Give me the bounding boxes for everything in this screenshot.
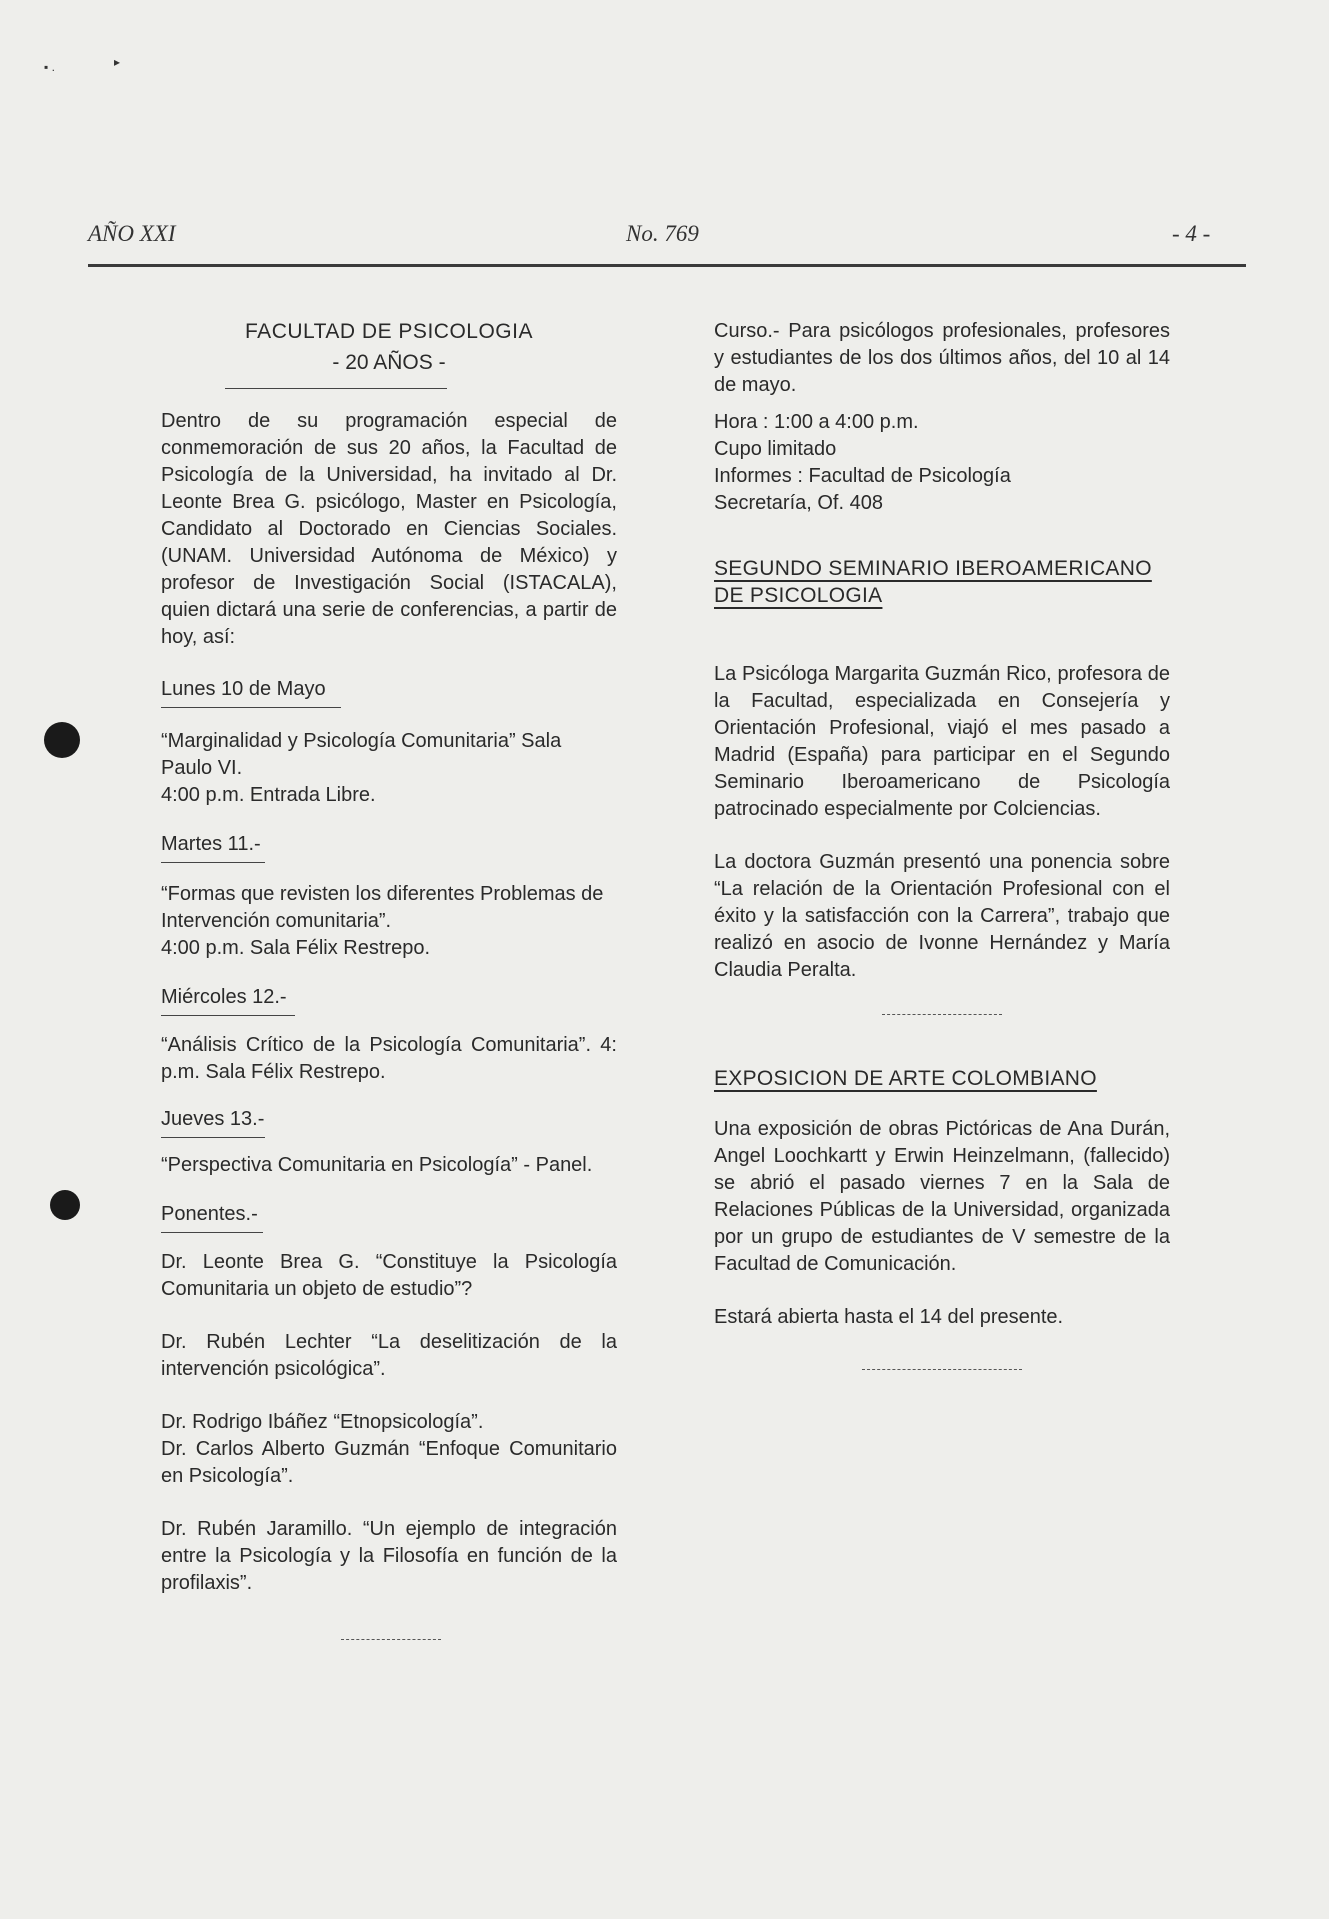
day-underline <box>161 707 341 708</box>
page-number: - 4 - <box>1172 221 1211 246</box>
ponentes-label: Ponentes.- <box>161 1203 258 1225</box>
curso-hora: Hora : 1:00 a 4:00 p.m. <box>714 411 919 433</box>
section-title-seminario: SEGUNDO SEMINARIO IBEROAMERICANO DE PSICOLOGIA <box>714 557 1152 607</box>
schedule-lunes-line-2: 4:00 p.m. Entrada Libre. <box>161 784 376 806</box>
binder-hole-upper <box>44 722 80 758</box>
ponente-1: Dr. Leonte Brea G. “Constituye la Psicología Comunitaria un objeto de estudio”? <box>161 1251 617 1300</box>
schedule-jueves-line-1: “Perspectiva Comunitaria en Psicología” - Panel. <box>161 1154 593 1176</box>
ponente-5: Dr. Rubén Jaramillo. “Un ejemplo de integración entre la Psicología y la Filosofía en función de la profilaxis”. <box>161 1518 617 1594</box>
curso-paragraph: Curso.- Para psicólogos profesionales, profesores y estudiantes de los dos últimos años, del 10 al 14 de mayo. <box>714 320 1170 396</box>
header-rule <box>88 264 1246 267</box>
schedule-lunes-line-1: “Marginalidad y Psicología Comunitaria” Sala Paulo VI. <box>161 730 562 779</box>
left-column <box>161 318 617 1640</box>
stray-mark-arrow: ▸ <box>114 55 121 69</box>
ponente-4: Dr. Carlos Alberto Guzmán “Enfoque Comunitario en Psicología”. <box>161 1438 617 1487</box>
curso-secretaria: Secretaría, Of. 408 <box>714 492 883 514</box>
ponentes-underline <box>161 1232 263 1233</box>
day-underline <box>161 862 265 863</box>
issue-year: AÑO XXI <box>88 221 176 246</box>
section-end-dashes <box>341 1639 441 1640</box>
binder-hole-lower <box>50 1190 80 1220</box>
title-underline <box>225 388 447 389</box>
exposicion-paragraph-1: Una exposición de obras Pictóricas de Ana Durán, Angel Loochkartt y Erwin Heinzelmann, (fallecido) se abrió el pasado viernes 7 en la Sala de Relaciones Públicas de la Universidad, organizada por un grupo de estudiantes de V semestre de la Facultad de Comunicación. <box>714 1118 1170 1275</box>
schedule-day-jueves: Jueves 13.- <box>161 1108 265 1130</box>
schedule-day-martes: Martes 11.- <box>161 833 261 855</box>
exposicion-end-dashes <box>862 1369 1022 1370</box>
seminario-end-dashes <box>882 1014 1002 1015</box>
seminario-paragraph-1: La Psicóloga Margarita Guzmán Rico, profesora de la Facultad, especializada en Consejería y Orientación Profesional, viajó el mes pasado a Madrid (España) para participar en el Segundo Seminario Iberoamericano de Psicología patrocinado especialmente por Colciencias. <box>714 663 1170 820</box>
intro-paragraph: Dentro de su programación especial de conmemoración de sus 20 años, la Facultad de Psicología de la Universidad, ha invitado al Dr. Leonte Brea G. psicólogo, Master en Psicología, Candidato al Doctorado en Ciencias Sociales. (UNAM. Universidad Autónoma de México) y profesor de Investigación Social (ISTACALA), quien dictará una serie de conferencias, a partir de hoy, así: <box>161 410 617 648</box>
schedule-martes-line-1: “Formas que revisten los diferentes Problemas de Intervención comunitaria”. <box>161 883 604 932</box>
ponente-3: Dr. Rodrigo Ibáñez “Etnopsicología”. <box>161 1411 484 1433</box>
schedule-day-lunes: Lunes 10 de Mayo <box>161 678 326 700</box>
seminario-paragraph-2: La doctora Guzmán presentó una ponencia sobre “La relación de la Orientación Profesional con el éxito y la satisfacción con la Carrera”, trabajo que realizó en asocio de Ivonne Hernández y María Claudia Peralta. <box>714 851 1170 981</box>
exposicion-paragraph-2: Estará abierta hasta el 14 del presente. <box>714 1306 1064 1328</box>
schedule-martes-line-2: 4:00 p.m. Sala Félix Restrepo. <box>161 937 431 959</box>
curso-cupo: Cupo limitado <box>714 438 837 460</box>
section-subtitle: - 20 AÑOS - <box>332 351 446 374</box>
curso-informes: Informes : Facultad de Psicología <box>714 465 1011 487</box>
right-column <box>714 318 1170 1370</box>
day-underline <box>161 1137 265 1138</box>
issue-number: No. 769 <box>626 221 699 246</box>
day-underline <box>161 1015 295 1016</box>
schedule-day-miercoles: Miércoles 12.- <box>161 986 287 1008</box>
section-title-exposicion: EXPOSICION DE ARTE COLOMBIANO <box>714 1067 1097 1090</box>
ponente-2: Dr. Rubén Lechter “La deselitización de la intervención psicológica”. <box>161 1331 617 1380</box>
stray-mark-dot: ▪ . <box>44 60 55 74</box>
section-title-facultad: FACULTAD DE PSICOLOGIA <box>245 320 533 343</box>
schedule-miercoles-line-1: “Análisis Crítico de la Psicología Comunitaria”. 4: p.m. Sala Félix Restrepo. <box>161 1034 617 1083</box>
